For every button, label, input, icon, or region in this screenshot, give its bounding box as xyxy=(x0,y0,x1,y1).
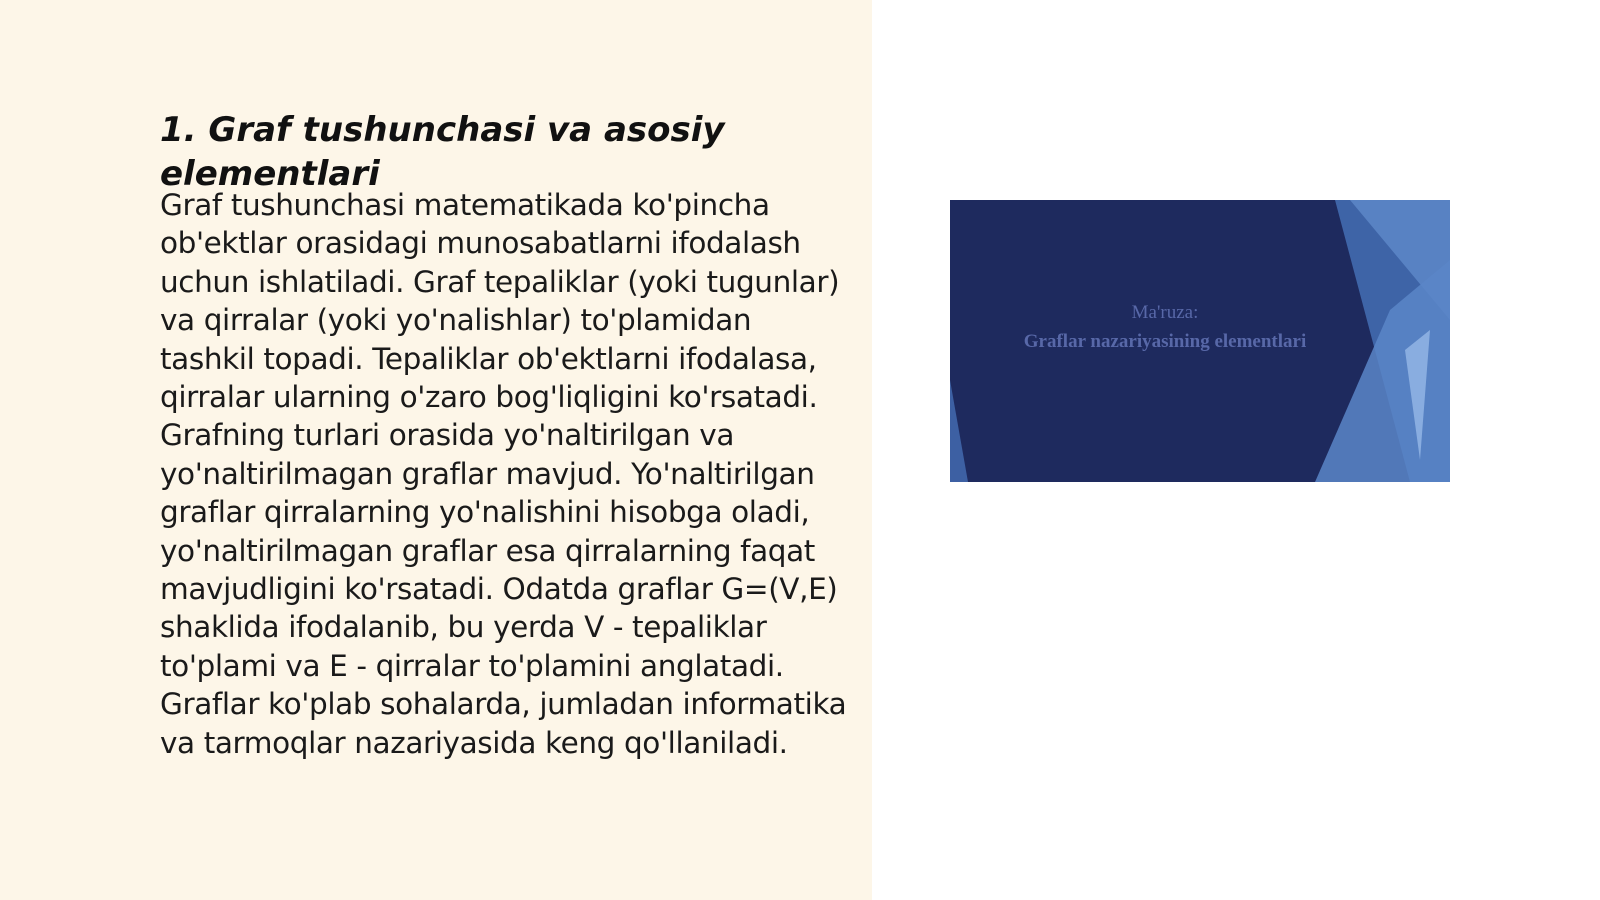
title-slide-thumbnail xyxy=(950,200,1450,482)
slide-heading: 1. Graf tushunchasi va asosiy elementlari xyxy=(160,110,725,194)
thumbnail-title-line2: Graflar nazariyasining elementlari xyxy=(1023,331,1307,352)
thumbnail-title-line1: Ma'ruza: xyxy=(1131,302,1199,323)
thumbnail-title xyxy=(950,298,1380,356)
slide-body-text: Graf tushunchasi matematikada ko'pincha ob'ektlar orasidagi munosabatlarni ifodalash uchun ishlatiladi. Graf tepaliklar (yoki tugunlar) va qirralar (yoki yo'nalishlar) to'plamidan tashkil topadi. Tepaliklar ob'ektlarni ifodalasa, qirralar ularning o'zaro bog'liqligini ko'rsatadi. Grafning turlari orasida yo'naltirilgan va yo'naltirilmagan graflar mavjud. Yo'naltirilgan graflar qirralarning yo'nalishini hisobga oladi, yo'naltirilmagan graflar esa qirralarning faqat mavjudligini ko'rsatadi. Odatda graflar G=(V,E) shaklida ifodalanib, bu yerda V - tepaliklar to'plami va E - qirralar to'plamini anglatadi. Graflar ko'plab sohalarda, jumladan informatika va tarmoqlar nazariyasida keng qo'llaniladi. xyxy=(160,188,847,760)
